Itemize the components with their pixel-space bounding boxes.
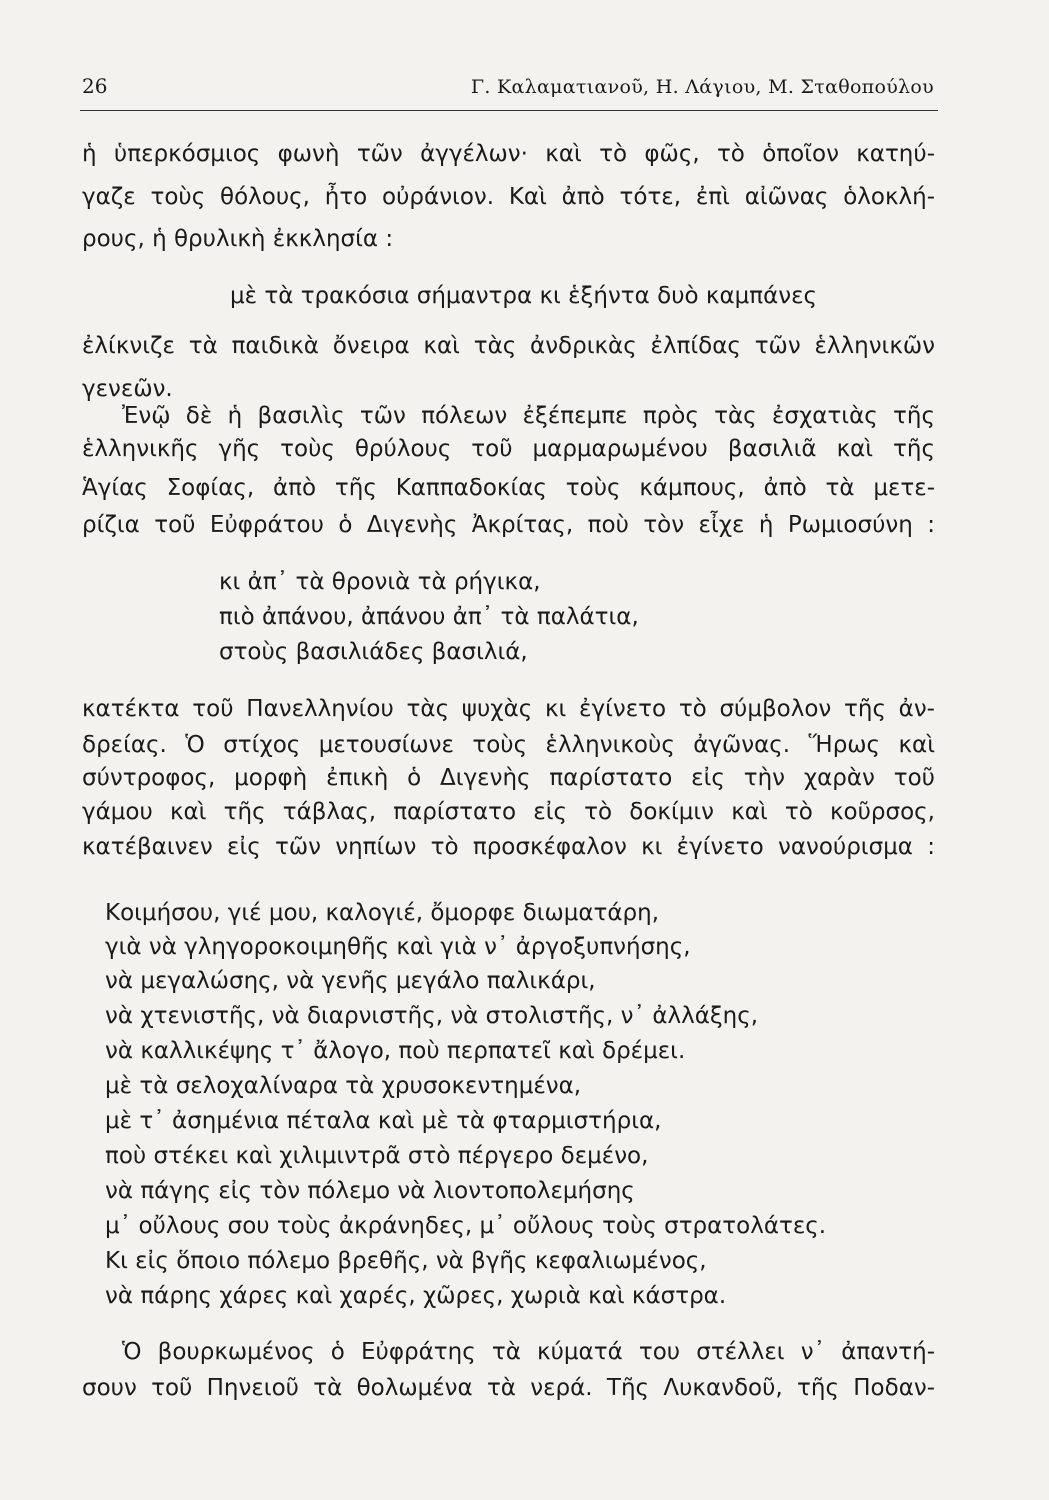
verse-line: μὲ τὰ τρακόσια σήμαντρα κι ἑξήντα δυὸ καμπάνες (230, 283, 818, 309)
verse-line: Κι εἰς ὅποιο πόλεμο βρεθῆς, νὰ βγῆς κεφαλιωμένος, (105, 1248, 707, 1274)
verse-line: Κοιμήσου, γιέ μου, καλογιέ, ὄμορφε διωματάρη, (105, 900, 660, 926)
verse-line: κι ἀπ᾿ τὰ θρονιὰ τὰ ρήγικα, (219, 569, 541, 595)
verse-line: νὰ πάγης εἰς τὸν πόλεμο νὰ λιοντοπολεμήσης (105, 1178, 635, 1204)
verse-line: μ᾿ οὔλους σου τοὺς ἀκράνηδες, μ᾿ οὔλους τοὺς στρατολάτες. (105, 1213, 827, 1239)
verse-line: πιὸ ἀπάνου, ἀπάνου ἀπ᾿ τὰ παλάτια, (219, 604, 639, 630)
text-line: σύντροφος, μορφὴ ἐπικὴ ὁ Διγενὴς παρίστατο εἰς τὴν χαρὰν τοῦ (82, 765, 935, 791)
text-line: ἑλληνικῆς γῆς τοὺς θρύλους τοῦ μαρμαρωμένου βασιλιᾶ καὶ τῆς (82, 436, 935, 462)
text-line: δρείας. Ὁ στίχος μετουσίωνε τοὺς ἑλληνικοὺς ἀγῶνας. Ἥρως καὶ (82, 732, 935, 758)
page-header (80, 70, 938, 111)
text-line: γαζε τοὺς θόλους, ἦτο οὐράνιον. Καὶ ἀπὸ τότε, ἐπὶ αἰῶνας ὁλοκλή- (82, 184, 935, 210)
text-line: ἐλίκνιζε τὰ παιδικὰ ὄνειρα καὶ τὰς ἀνδρικὰς ἐλπίδας τῶν ἑλληνικῶν (82, 333, 935, 359)
verse-line: νὰ πάρης χάρες καὶ χαρές, χῶρες, χωριὰ καὶ κάστρα. (105, 1283, 727, 1309)
text-line: γάμου καὶ τῆς τάβλας, παρίστατο εἰς τὸ δοκίμιν καὶ τὸ κοῦρσος, (82, 799, 935, 825)
verse-line: μὲ τὰ σελοχαλίναρα τὰ χρυσοκεντημένα, (105, 1073, 582, 1099)
text-line: κατέβαινεν εἰς τῶν νηπίων τὸ προσκέφαλον κι ἐγίνετο νανούρισμα : (82, 834, 935, 860)
text-line: γενεῶν. (82, 376, 173, 402)
text-line: κατέκτα τοῦ Πανελληνίου τὰς ψυχὰς κι ἐγίνετο τὸ σύμβολον τῆς ἀν- (82, 696, 935, 722)
verse-line: νὰ χτενιστῆς, νὰ διαρνιστῆς, νὰ στολιστῆς, ν᾿ ἀλλάξης, (105, 1003, 759, 1029)
verse-line: γιὰ νὰ γληγοροκοιμηθῆς καὶ γιὰ ν᾿ ἀργοξυπνήσης, (105, 934, 691, 960)
text-line: Ἐνῷ δὲ ἡ βασιλὶς τῶν πόλεων ἐξέπεμπε πρὸς τὰς ἐσχατιὰς τῆς (122, 403, 935, 429)
verse-line: στοὺς βασιλιάδες βασιλιά, (219, 639, 528, 665)
text-line: σουν τοῦ Πηνειοῦ τὰ θολωμένα τὰ νερά. Τῆς Λυκανδοῦ, τῆς Ποδαν- (82, 1375, 935, 1401)
running-title: Γ. Καλαματιανοῦ, Η. Λάγιου, Μ. Σταθοπούλου (470, 76, 934, 98)
text-line: ρίζια τοῦ Εὐφράτου ὁ Διγενὴς Ἀκρίτας, ποὺ τὸν εἶχε ἡ Ρωμιοσύνη : (82, 512, 935, 538)
verse-line: ποὺ στέκει καὶ χιλιμιντρᾶ στὸ πέργερο δεμένο, (105, 1143, 649, 1169)
verse-line: νὰ καλλικέψης τ᾿ ἄλογο, ποὺ περπατεῖ καὶ δρέμει. (105, 1038, 686, 1064)
verse-line: νὰ μεγαλώσης, νὰ γενῆς μεγάλο παλικάρι, (105, 968, 596, 994)
text-line: Ὁ βουρκωμένος ὁ Εὐφράτης τὰ κύματά του στέλλει ν᾿ ἀπαντή- (122, 1339, 935, 1365)
page-number: 26 (82, 74, 108, 98)
text-line: ρους, ἡ θρυλικὴ ἐκκλησία : (82, 226, 394, 252)
verse-line: μὲ τ᾿ ἀσημένια πέταλα καὶ μὲ τὰ φταρμιστήρια, (105, 1108, 662, 1134)
text-line: Ἁγίας Σοφίας, ἀπὸ τῆς Καππαδοκίας τοὺς κάμπους, ἀπὸ τὰ μετε- (82, 475, 935, 501)
text-line: ἡ ὑπερκόσμιος φωνὴ τῶν ἀγγέλων· καὶ τὸ φῶς, τὸ ὁποῖον κατηύ- (82, 141, 935, 167)
